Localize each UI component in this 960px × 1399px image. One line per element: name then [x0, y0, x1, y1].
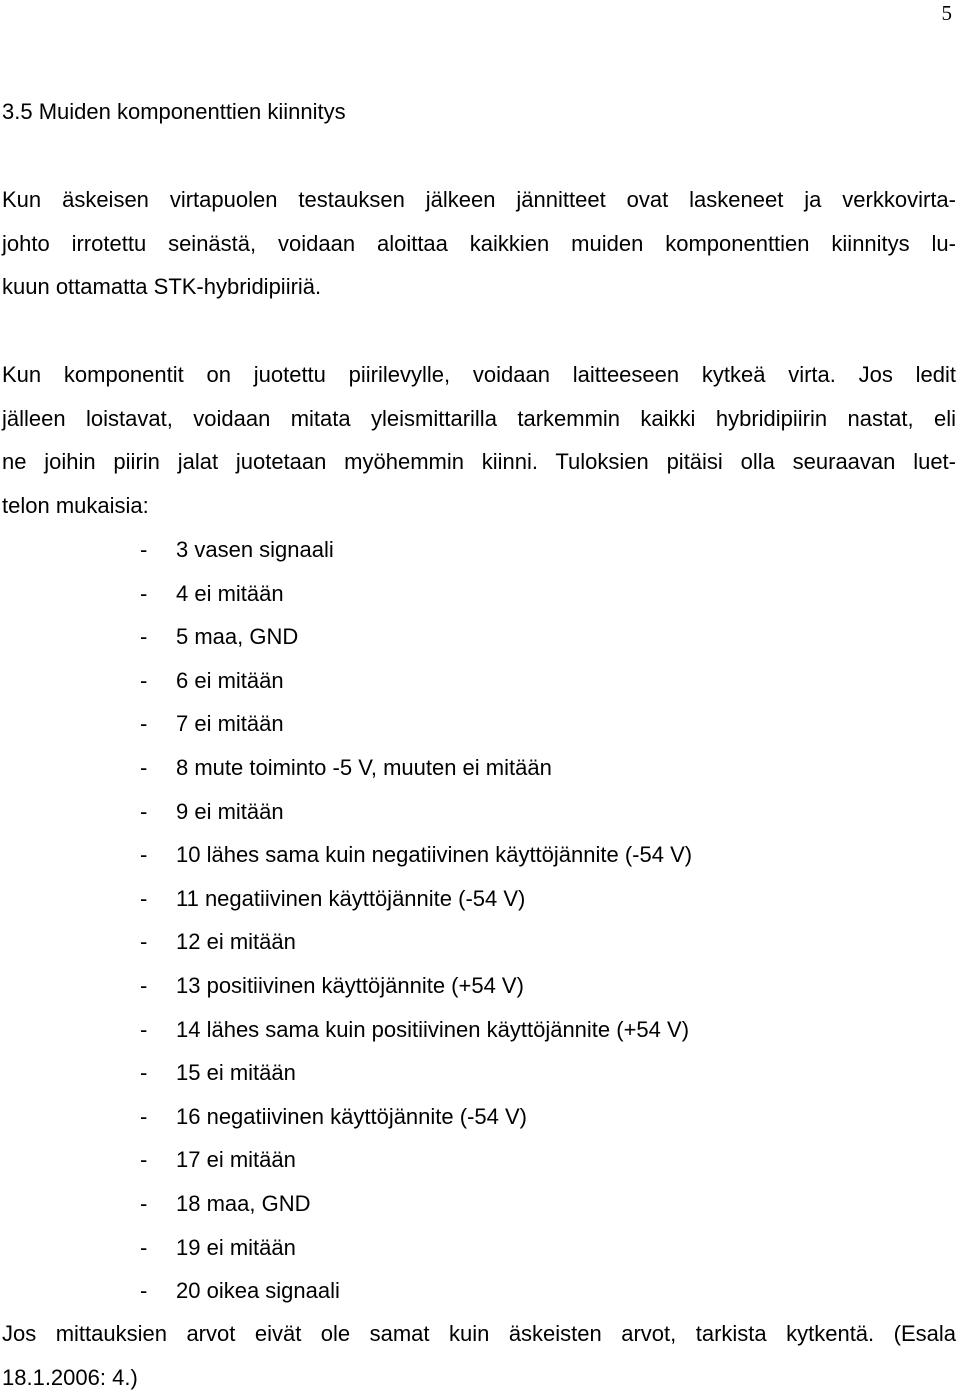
list-item [140, 572, 692, 616]
list-item-text: 8 mute toiminto -5 V, muuten ei mitään [176, 754, 552, 780]
list-item-text: 18 maa, GND [176, 1190, 311, 1216]
list-item-text: 7 ei mitään [176, 711, 284, 737]
section-heading: 3.5 Muiden komponenttien kiinnitys [2, 99, 346, 124]
paragraph-conclusion [2, 1312, 956, 1399]
list-item [140, 1138, 692, 1182]
page-number: 5 [941, 1, 952, 25]
list-item [140, 1269, 692, 1313]
list-dash: - [140, 580, 148, 606]
list-item-text: 15 ei mitään [176, 1060, 296, 1086]
paragraph-intro [2, 178, 956, 309]
paragraph-measurement [2, 353, 956, 527]
list-item [140, 702, 692, 746]
list-item-text: 14 lähes sama kuin positiivinen käyttöjännite (+54 V) [176, 1016, 690, 1042]
paragraph-line: jälleen loistavat, voidaan mitata yleismittarilla tarkemmin kaikki hybridipiirin nastat, eli [2, 405, 956, 431]
paragraph-line: ne joihin piirin jalat juotetaan myöhemmin kiinni. Tuloksien pitäisi olla seuraavan luet- [2, 449, 956, 475]
list-item-text: 10 lähes sama kuin negatiivinen käyttöjännite (-54 V) [176, 842, 693, 868]
list-item [140, 920, 692, 964]
list-item [140, 1008, 692, 1052]
list-item-text: 6 ei mitään [176, 667, 284, 693]
list-item [140, 528, 692, 572]
list-item-text: 11 negatiivinen käyttöjännite (-54 V) [176, 885, 526, 911]
paragraph-line: kuun ottamatta STK-hybridipiiriä. [2, 274, 322, 300]
list-dash: - [140, 1016, 148, 1042]
list-item [140, 1095, 692, 1139]
list-item [140, 1182, 692, 1226]
list-dash: - [140, 711, 148, 737]
list-dash: - [140, 885, 148, 911]
list-item [140, 833, 692, 877]
list-item [140, 964, 692, 1008]
list-dash: - [140, 929, 148, 955]
list-item [140, 615, 692, 659]
list-dash: - [140, 972, 148, 998]
list-item-text: 3 vasen signaali [176, 537, 334, 562]
list-dash: - [140, 1278, 148, 1304]
list-item [140, 790, 692, 834]
list-item-text: 13 positiivinen käyttöjännite (+54 V) [176, 972, 524, 998]
list-dash: - [140, 667, 148, 693]
paragraph-line: telon mukaisia: [2, 492, 149, 518]
list-dash: - [140, 1103, 148, 1129]
list-dash: - [140, 1060, 148, 1086]
paragraph-line: Kun komponentit on juotettu piirilevylle, voidaan laitteeseen kytkeä virta. Jos ledit [2, 362, 956, 387]
list-item-text: 16 negatiivinen käyttöjännite (-54 V) [176, 1103, 527, 1129]
list-dash: - [140, 798, 148, 824]
list-item-text: 12 ei mitään [176, 929, 296, 955]
list-item-text: 17 ei mitään [176, 1147, 296, 1173]
list-item [140, 1051, 692, 1095]
paragraph-line: Kun äskeisen virtapuolen testauksen jälkeen jännitteet ovat laskeneet ja verkkovirta- [2, 187, 956, 212]
list-item [140, 746, 692, 790]
list-dash: - [140, 1147, 148, 1173]
list-item-text: 5 maa, GND [176, 624, 299, 650]
list-dash: - [140, 1234, 148, 1260]
pin-list [140, 528, 692, 1313]
list-dash: - [140, 842, 148, 868]
list-item-text: 4 ei mitään [176, 580, 284, 606]
list-item-text: 9 ei mitään [176, 798, 284, 824]
list-item-text: 20 oikea signaali [176, 1278, 340, 1304]
list-item [140, 1226, 692, 1270]
paragraph-line: 18.1.2006: 4.) [2, 1364, 138, 1390]
list-dash: - [140, 624, 148, 650]
paragraph-line: johto irrotettu seinästä, voidaan aloittaa kaikkien muiden komponenttien kiinnitys lu- [2, 230, 956, 256]
list-dash: - [140, 1190, 148, 1216]
list-item-text: 19 ei mitään [176, 1234, 296, 1260]
list-item [140, 877, 692, 921]
list-dash: - [140, 537, 148, 562]
list-dash: - [140, 754, 148, 780]
list-item [140, 659, 692, 703]
paragraph-line: Jos mittauksien arvot eivät ole samat kuin äskeisten arvot, tarkista kytkentä. (Esala [2, 1321, 956, 1346]
